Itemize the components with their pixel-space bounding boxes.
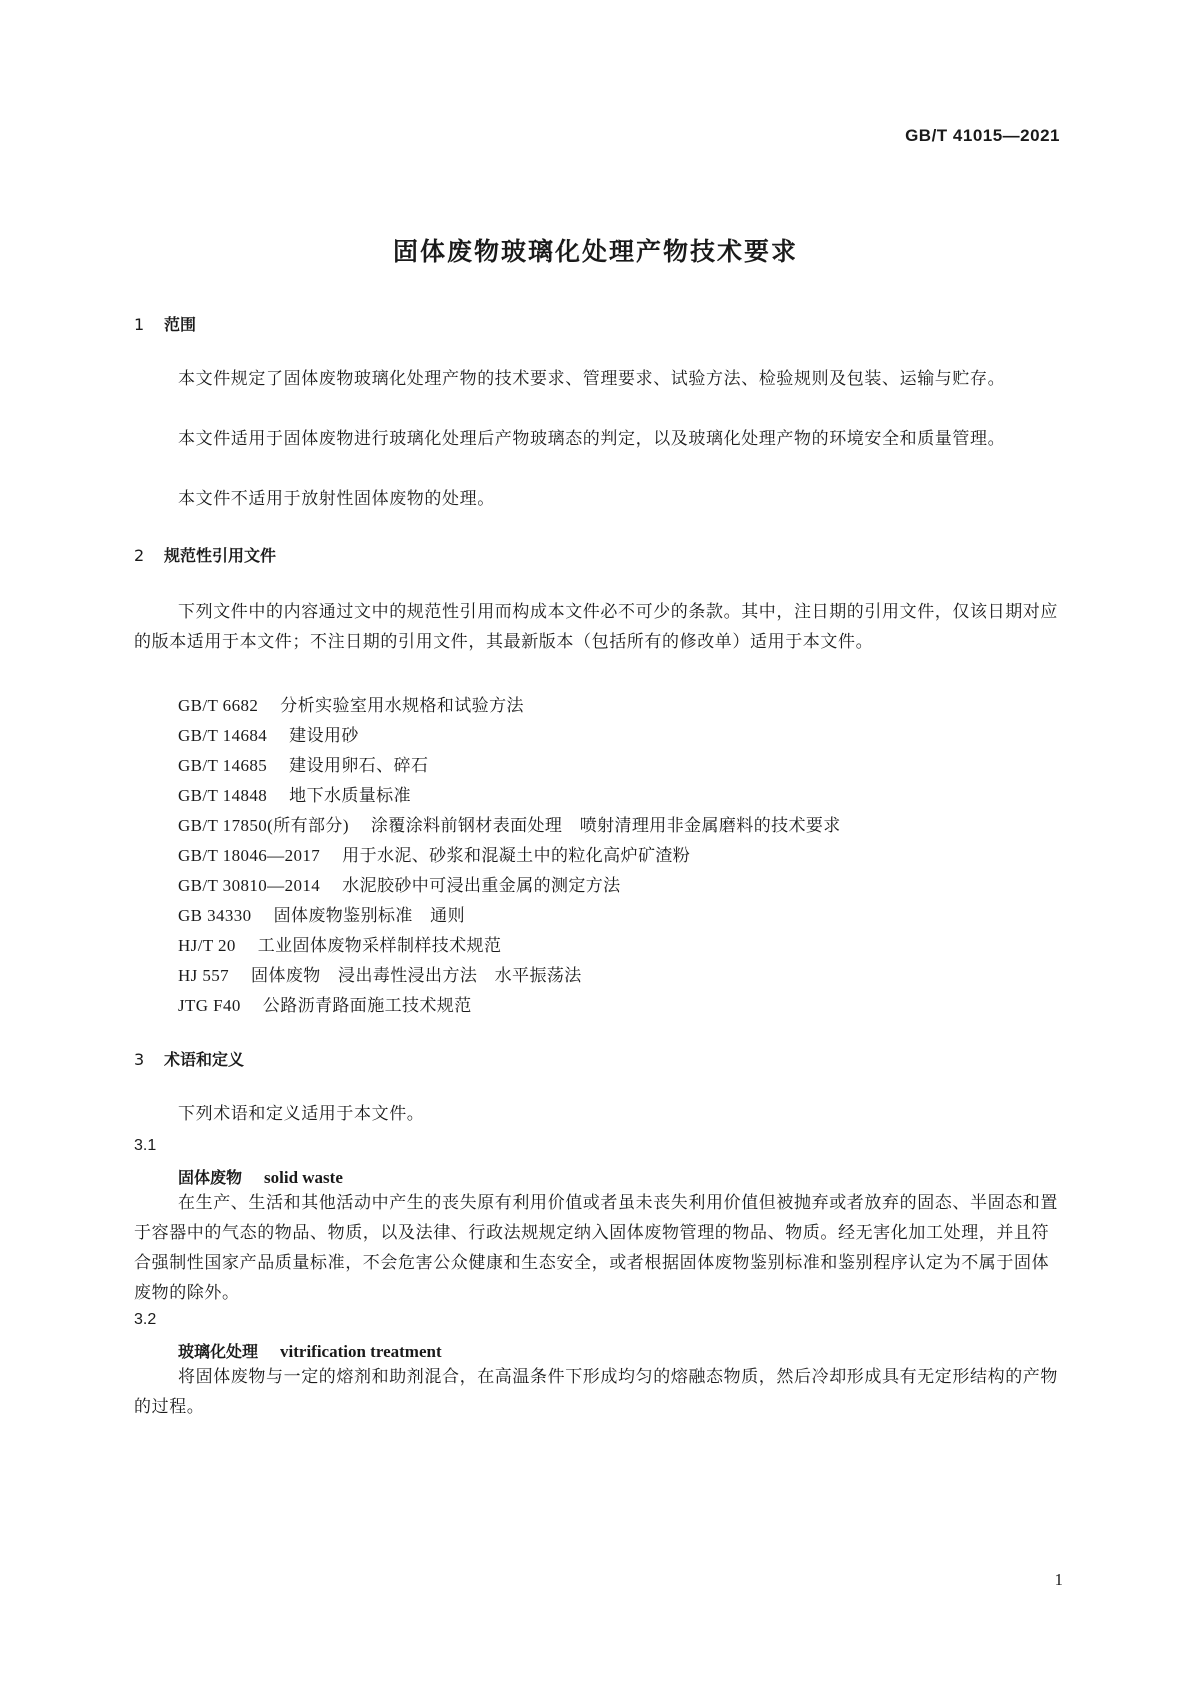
reference-item: [178, 781, 411, 806]
reference-item: [178, 931, 501, 956]
clause-number: 3.1: [134, 1137, 157, 1154]
reference-code: HJ 557: [178, 966, 230, 985]
term-en: vitrification treatment: [280, 1342, 442, 1361]
reference-item: [178, 871, 621, 896]
reference-title: 固体废物鉴别标准 通则: [273, 906, 465, 926]
paragraph: 本文件适用于固体废物进行玻璃化处理后产物玻璃态的判定，以及玻璃化处理产物的环境安全和质量管理。: [178, 429, 1006, 449]
reference-code: GB/T 18046—2017: [178, 846, 321, 865]
page-number: 1: [1054, 1570, 1063, 1589]
paragraph: 下列文件中的内容通过文中的规范性引用而构成本文件必不可少的条款。其中，注日期的引用文件，仅该日期对应的版本适用于本文件；不注日期的引用文件，其最新版本（包括所有的修改单）适用于本文件。: [134, 602, 1058, 652]
reference-code: GB/T 17850(所有部分): [178, 816, 349, 835]
term-definition: 在生产、生活和其他活动中产生的丧失原有利用价值或者虽未丧失利用价值但被抛弃或者放弃的固态、半固态和置于容器中的气态的物品、物质，以及法律、行政法规规定纳入固体废物管理的物品、物质。经无害化加工处理，并且符合强制性国家产品质量标准，不会危害公众健康和生态安全，或者根据固体废物鉴别标准和鉴别程序认定为不属于固体废物的除外。: [134, 1193, 1058, 1303]
section-number: 2: [134, 546, 145, 565]
section-1-heading: [134, 312, 196, 335]
term-heading: [178, 1339, 442, 1362]
section-number: 1: [134, 315, 145, 334]
term-zh: 玻璃化处理: [178, 1342, 259, 1361]
term-definition: 将固体废物与一定的熔剂和助剂混合，在高温条件下形成均匀的熔融态物质，然后冷却形成具有无定形结构的产物的过程。: [134, 1367, 1058, 1417]
section-2-heading: [134, 543, 276, 566]
reference-title: 水泥胶砂中可浸出重金属的测定方法: [342, 876, 621, 896]
term-heading: [178, 1165, 343, 1188]
reference-code: GB/T 14848: [178, 786, 268, 805]
reference-code: GB 34330: [178, 906, 252, 925]
reference-title: 建设用卵石、碎石: [289, 756, 429, 776]
reference-item: [178, 841, 690, 866]
section-title: 规范性引用文件: [164, 546, 277, 565]
reference-title: 用于水泥、砂浆和混凝土中的粒化高炉矿渣粉: [342, 846, 691, 866]
reference-title: 分析实验室用水规格和试验方法: [280, 696, 524, 716]
document-title: 固体废物玻璃化处理产物技术要求: [392, 237, 798, 266]
reference-code: JTG F40: [178, 996, 241, 1015]
reference-item: [178, 691, 524, 716]
reference-title: 建设用砂: [289, 726, 359, 746]
standard-number: GB/T 41015—2021: [905, 126, 1060, 145]
section-number: 3: [134, 1050, 145, 1069]
paragraph: 本文件规定了固体废物玻璃化处理产物的技术要求、管理要求、试验方法、检验规则及包装、运输与贮存。: [178, 369, 1006, 389]
section-3-heading: [134, 1047, 244, 1070]
reference-title: 工业固体废物采样制样技术规范: [257, 936, 502, 956]
clause-number: 3.2: [134, 1311, 157, 1328]
section-title: 范围: [164, 315, 197, 334]
term-zh: 固体废物: [178, 1168, 243, 1187]
reference-title: 涂覆涂料前钢材表面处理 喷射清理用非金属磨料的技术要求: [370, 816, 841, 836]
reference-title: 地下水质量标准: [289, 786, 411, 806]
paragraph: 下列术语和定义适用于本文件。: [178, 1104, 425, 1124]
reference-title: 公路沥青路面施工技术规范: [262, 996, 472, 1016]
reference-item: [178, 961, 582, 986]
reference-code: GB/T 14684: [178, 726, 268, 745]
reference-item: [178, 721, 359, 746]
reference-item: [178, 811, 841, 836]
reference-title: 固体废物 浸出毒性浸出方法 水平振荡法: [251, 966, 582, 986]
reference-code: GB/T 14685: [178, 756, 268, 775]
reference-item: [178, 751, 428, 776]
reference-item: [178, 991, 472, 1016]
section-title: 术语和定义: [164, 1050, 245, 1069]
reference-code: GB/T 30810—2014: [178, 876, 321, 895]
reference-code: GB/T 6682: [178, 696, 259, 715]
reference-item: [178, 901, 465, 926]
reference-code: HJ/T 20: [178, 936, 236, 955]
term-en: solid waste: [264, 1168, 343, 1187]
paragraph: 本文件不适用于放射性固体废物的处理。: [178, 489, 495, 509]
